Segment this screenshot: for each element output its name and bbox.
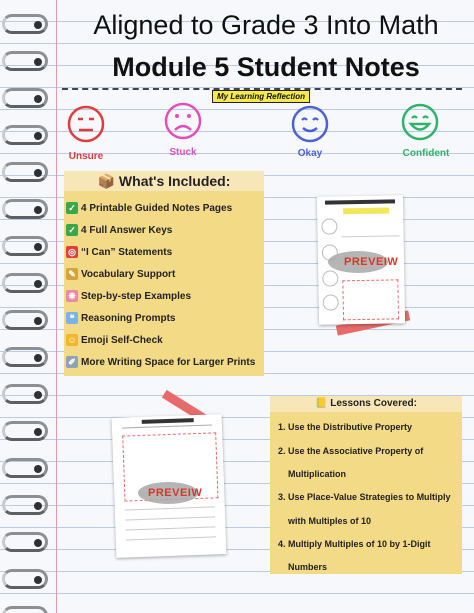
spiral-ring (2, 458, 44, 478)
pencil-icon: ✎ (66, 268, 78, 280)
preview-face-icon (323, 294, 339, 310)
lesson-line: 4. Multiply Multiples of 10 by 1-Digit (278, 539, 431, 549)
spiral-ring (2, 273, 44, 293)
check-box-icon: ✓ (66, 202, 78, 214)
included-item-label: 4 Full Answer Keys (81, 224, 173, 236)
ring-hole (34, 58, 42, 66)
preview-page-header-bar (325, 199, 395, 204)
ring-hole (34, 354, 42, 362)
spiral-ring (2, 384, 44, 404)
ring-hole (34, 317, 42, 325)
brain-icon: ❋ (66, 290, 78, 302)
included-item (66, 263, 255, 285)
preview-highlight (343, 208, 389, 215)
unsure-face-icon (66, 104, 106, 144)
preview-page-header-bar (142, 418, 194, 424)
preview-face-icon (321, 218, 337, 234)
spiral-ring (2, 532, 44, 552)
ring-hole (34, 465, 42, 473)
stuck-face-icon (163, 101, 203, 141)
included-item (66, 329, 255, 351)
spiral-binding (0, 0, 50, 613)
reflection-label: My Learning Reflection (212, 90, 310, 103)
lessons-heading: 📒 Lessons Covered: (270, 396, 462, 412)
included-item-label: Emoji Self-Check (81, 334, 163, 346)
included-item-label: 4 Printable Guided Notes Pages (81, 202, 233, 214)
included-item-label: Step-by-step Examples (81, 290, 192, 302)
included-item-label: More Writing Space for Larger Prints (81, 356, 256, 368)
target-icon: ◎ (66, 246, 78, 258)
lesson-line: with Multiples of 10 (288, 516, 372, 526)
ring-hole (34, 502, 42, 510)
check-box-icon: ✓ (66, 224, 78, 236)
included-heading: 📦 What's Included: (64, 171, 264, 191)
included-item-label: “I Can” Statements (81, 246, 173, 258)
ring-hole (34, 280, 42, 288)
preview-line (126, 536, 216, 540)
included-item (66, 241, 255, 263)
spiral-ring (2, 162, 44, 182)
ring-hole (34, 428, 42, 436)
face-label-unsure: Unsure (68, 151, 104, 162)
lesson-line: 3. Use Place-Value Strategies to Multiply (278, 492, 451, 502)
spiral-ring (2, 51, 44, 71)
memo-icon: ✐ (66, 356, 78, 368)
preview-stamp-1: PREVEIW (344, 256, 399, 268)
spiral-ring (2, 421, 44, 441)
spiral-ring (2, 199, 44, 219)
lesson-line: Multiplication (288, 469, 346, 479)
ring-hole (34, 576, 42, 584)
speech-bubble-icon: ❝ (66, 312, 78, 324)
preview-line (125, 506, 215, 510)
ring-loop (2, 606, 48, 613)
margin-line (56, 0, 57, 613)
spiral-ring (2, 606, 44, 613)
preview-stamp-2: PREVEIW (148, 487, 203, 499)
lesson-line: 2. Use the Associative Property of (278, 446, 424, 456)
spiral-ring (2, 347, 44, 367)
preview-line (125, 526, 215, 530)
ring-hole (34, 391, 42, 399)
spiral-ring (2, 125, 44, 145)
preview-box (342, 279, 399, 320)
emoji-icon: ☺ (67, 335, 77, 345)
ring-hole (34, 243, 42, 251)
included-item-label: Vocabulary Support (81, 268, 176, 280)
preview-line (342, 235, 400, 237)
face-label-confident: Confident (402, 148, 450, 159)
included-item (66, 197, 255, 219)
spiral-ring (2, 495, 44, 515)
okay-face-icon (290, 104, 330, 144)
preview-line (125, 516, 215, 520)
confident-face-icon (400, 102, 440, 142)
included-item (66, 285, 255, 307)
ring-hole (34, 132, 42, 140)
preview-face-icon (322, 270, 338, 286)
spiral-ring (2, 236, 44, 256)
included-item-label: Reasoning Prompts (81, 312, 176, 324)
included-item (66, 219, 255, 241)
spiral-ring (2, 14, 44, 34)
ring-hole (34, 169, 42, 177)
preview-line (122, 424, 212, 428)
included-item (66, 307, 255, 329)
lesson-line: Numbers (288, 562, 328, 572)
included-item (66, 351, 255, 373)
included-list (66, 197, 255, 373)
ring-hole (34, 21, 42, 29)
page-title: Aligned to Grade 3 Into Math (93, 10, 439, 40)
face-label-stuck: Stuck (169, 147, 197, 158)
page-subtitle: Module 5 Student Notes (112, 52, 420, 82)
ring-hole (34, 95, 42, 103)
face-label-okay: Okay (297, 148, 323, 159)
lesson-line: 1. Use the Distributive Property (278, 422, 413, 432)
spiral-ring (2, 310, 44, 330)
spiral-ring (2, 569, 44, 589)
ring-hole (34, 206, 42, 214)
ring-hole (34, 539, 42, 547)
spiral-ring (2, 88, 44, 108)
